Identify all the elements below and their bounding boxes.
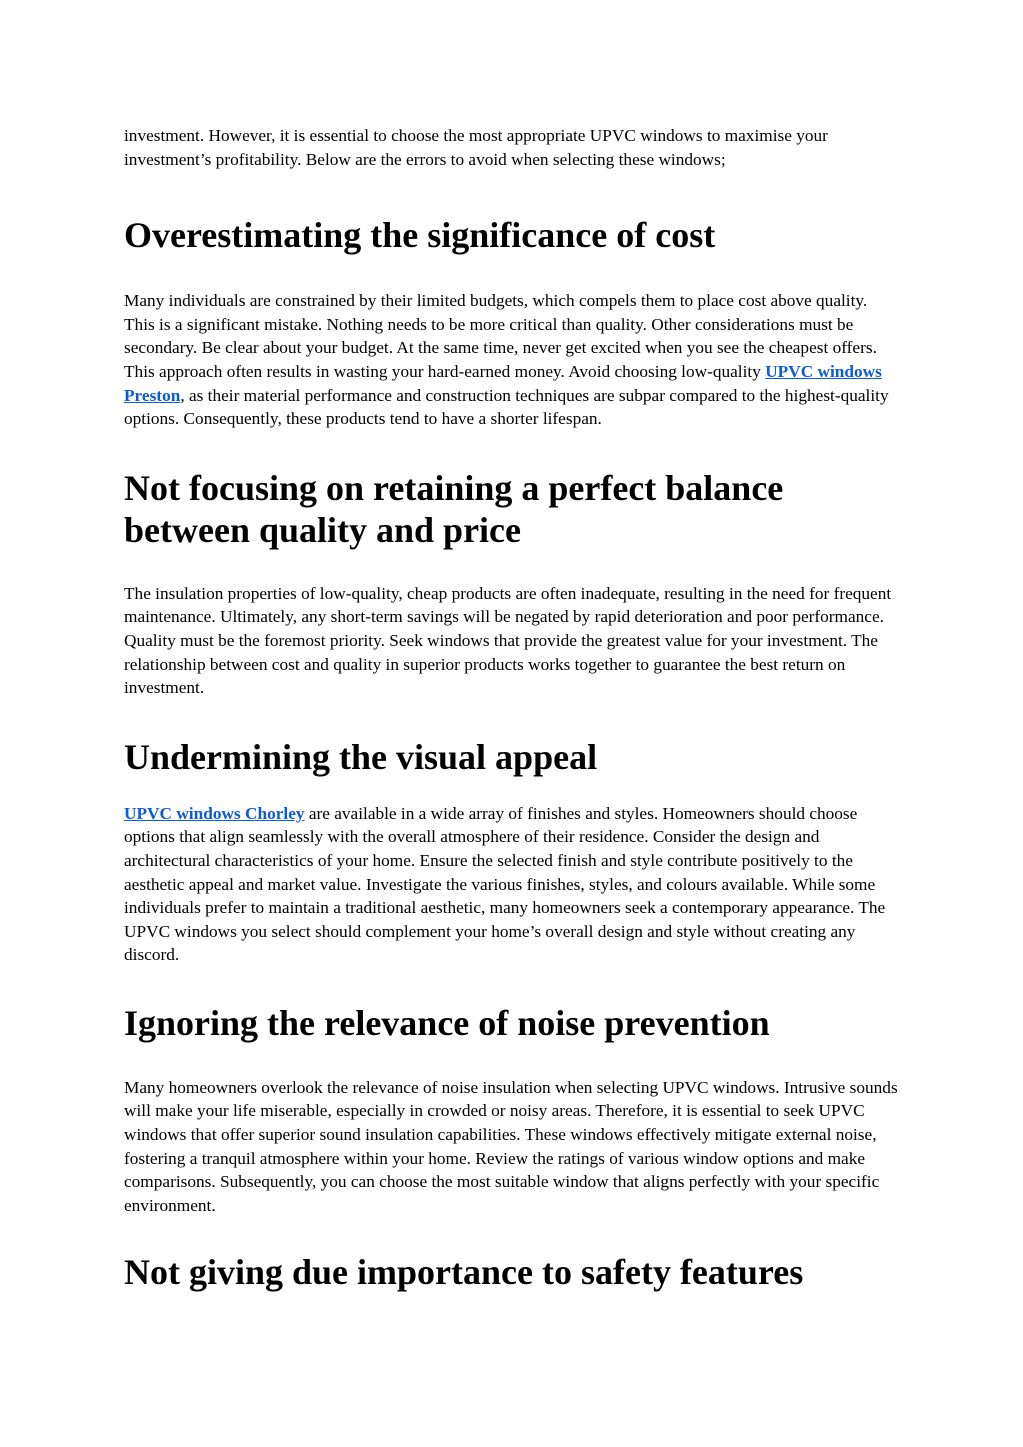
section-body-balance: The insulation properties of low-quality, cheap products are often inadequate, resulting in the need for frequent maintenance. Ultimately, any short-term savings will be negated by rapid deterioration and poor performance. Quality must be the foremost priority. Seek windows that provide the greatest value for your investment. The relationship between cost and quality in superior products works together to guarantee the best return on investment.: [124, 583, 892, 698]
upvc-windows-preston-link[interactable]: UPVC windows Preston: [124, 361, 882, 405]
section-body-visual-appeal: [124, 802, 900, 967]
section-body-visual-appeal-text: are available in a wide array of finishes and styles. Homeowners should choose options that align seamlessly with the overall atmosphere of their residence. Consider the design and architectural characteristics of your home. Ensure the selected finish and style contribute positively to the aesthetic appeal and market value. Investigate the various finishes, styles, and colours available. While some individuals prefer to maintain a traditional aesthetic, many homeowners seek a contemporary appearance. The UPVC windows you select should complement your home’s overall design and style without creating any discord.: [124, 803, 886, 965]
upvc-windows-chorley-link[interactable]: UPVC windows Chorley: [124, 803, 305, 823]
section-body-noise: Many homeowners overlook the relevance of noise insulation when selecting UPVC windows. Intrusive sounds will make your life miserable, especially in crowded or noisy areas. Therefore, it is essential to seek UPVC windows that offer superior sound insulation capabilities. These windows effectively mitigate external noise, fostering a tranquil atmosphere within your home. Review the ratings of various window options and make comparisons. Subsequently, you can choose the most suitable window that aligns perfectly with your specific environment.: [124, 1077, 898, 1215]
section-heading-visual-appeal: Undermining the visual appeal: [124, 736, 598, 777]
section-heading-noise: Ignoring the relevance of noise prevention: [124, 1002, 770, 1043]
section-heading-cost: Overestimating the significance of cost: [124, 215, 716, 256]
section-heading-safety: Not giving due importance to safety features: [124, 1252, 804, 1293]
document-page: [124, 124, 900, 1293]
section-heading-balance: Not focusing on retaining a perfect balance between quality and price: [124, 467, 784, 550]
section-body-cost-text-before: Many individuals are constrained by their limited budgets, which compels them to place cost above quality. This is a significant mistake. Nothing needs to be more critical than quality. Other considerations must be secondary. Be clear about your budget. At the same time, never get excited when you see the cheapest offers. This approach often results in wasting your hard-earned money. Avoid choosing low-quality: [124, 291, 877, 381]
section-body-cost-text-after: , as their material performance and construction techniques are subpar compared to the highest-quality options. Consequently, these products tend to have a shorter lifespan.: [124, 385, 889, 429]
intro-paragraph: investment. However, it is essential to choose the most appropriate UPVC windows to maximise your investment’s profitability. Below are the errors to avoid when selecting these windows;: [124, 126, 828, 169]
section-body-cost: [124, 289, 900, 431]
